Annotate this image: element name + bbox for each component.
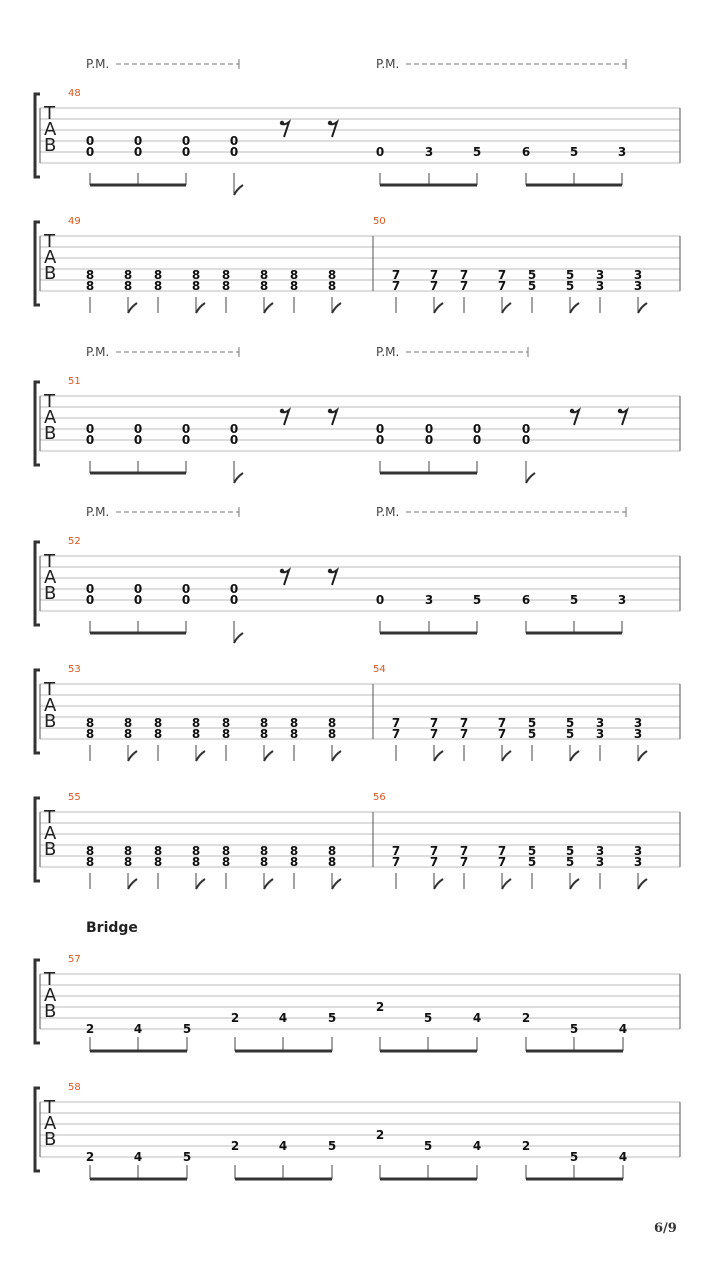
fret-number: 8 (327, 855, 337, 869)
fret-number: 7 (429, 279, 439, 293)
tab-letter-t: T (44, 679, 55, 700)
bar-number: 49 (68, 216, 81, 227)
staff-system (35, 920, 680, 1051)
palm-mute-label: P.M. (376, 505, 400, 519)
note-flag (502, 303, 511, 313)
fret-number: 3 (617, 145, 627, 159)
fret-number: 8 (85, 716, 95, 730)
note-flag (196, 751, 205, 761)
note-flag (128, 751, 137, 761)
fret-number: 3 (595, 279, 605, 293)
fret-number: 5 (565, 855, 575, 869)
fret-number: 4 (472, 1139, 482, 1153)
fret-number: 5 (527, 716, 537, 730)
fret-number: 4 (278, 1011, 288, 1025)
fret-number: 0 (229, 593, 239, 607)
fret-number: 2 (85, 1022, 95, 1036)
palm-mute-label: P.M. (376, 57, 400, 71)
fret-number: 7 (429, 844, 439, 858)
fret-number: 0 (424, 422, 434, 436)
fret-number: 0 (133, 145, 143, 159)
fret-number: 5 (565, 844, 575, 858)
fret-number: 8 (123, 268, 133, 282)
tab-letter-b: B (44, 135, 57, 156)
note-flag (434, 879, 443, 889)
fret-number: 7 (459, 727, 469, 741)
fret-number: 7 (391, 279, 401, 293)
fret-number: 8 (85, 279, 95, 293)
fret-number: 5 (327, 1139, 337, 1153)
fret-number: 8 (289, 716, 299, 730)
tab-letter-b: B (44, 1001, 57, 1022)
fret-number: 0 (85, 433, 95, 447)
fret-number: 0 (181, 134, 191, 148)
fret-number: 0 (424, 433, 434, 447)
fret-number: 2 (230, 1011, 240, 1025)
note-flag (234, 473, 243, 483)
fret-number: 7 (429, 716, 439, 730)
fret-number: 5 (472, 593, 482, 607)
fret-number: 8 (221, 716, 231, 730)
fret-number: 8 (153, 844, 163, 858)
tab-letter-t: T (44, 969, 55, 990)
note-flag (196, 303, 205, 313)
staff-bracket (35, 542, 40, 625)
fret-number: 7 (391, 716, 401, 730)
fret-number: 0 (375, 422, 385, 436)
staff-system (35, 345, 680, 483)
rest-dot (328, 569, 332, 573)
fret-number: 0 (85, 145, 95, 159)
fret-number: 8 (327, 268, 337, 282)
note-flag (234, 633, 243, 643)
fret-number: 7 (429, 855, 439, 869)
fret-number: 8 (289, 727, 299, 741)
fret-number: 5 (527, 279, 537, 293)
fret-number: 4 (278, 1139, 288, 1153)
fret-number: 5 (423, 1011, 433, 1025)
staff-system (35, 216, 680, 313)
fret-number: 5 (569, 1022, 579, 1036)
fret-number: 8 (221, 279, 231, 293)
rest-dot (570, 409, 574, 413)
fret-number: 8 (123, 279, 133, 293)
fret-number: 5 (527, 727, 537, 741)
note-flag (570, 303, 579, 313)
fret-number: 8 (221, 855, 231, 869)
bar-number: 55 (68, 792, 81, 803)
rest-dot (280, 121, 284, 125)
fret-number: 0 (472, 433, 482, 447)
staff-bracket (35, 798, 40, 881)
fret-number: 8 (191, 844, 201, 858)
tab-letter-t: T (44, 103, 55, 124)
tab-letter-a: A (44, 1113, 57, 1134)
fret-number: 8 (153, 279, 163, 293)
bar-number: 56 (373, 792, 386, 803)
fret-number: 0 (133, 134, 143, 148)
fret-number: 4 (133, 1022, 143, 1036)
fret-number: 0 (521, 422, 531, 436)
staff-bracket (35, 222, 40, 305)
tab-letter-a: A (44, 985, 57, 1006)
fret-number: 0 (181, 145, 191, 159)
fret-number: 0 (133, 582, 143, 596)
fret-number: 2 (85, 1150, 95, 1164)
fret-number: 8 (153, 716, 163, 730)
fret-number: 3 (595, 716, 605, 730)
fret-number: 3 (633, 716, 643, 730)
palm-mute-label: P.M. (376, 345, 400, 359)
staff-bracket (35, 382, 40, 465)
note-flag (332, 303, 341, 313)
tab-letter-a: A (44, 247, 57, 268)
rest-dot (280, 409, 284, 413)
bar-number: 51 (68, 376, 81, 387)
fret-number: 0 (375, 593, 385, 607)
fret-number: 7 (497, 279, 507, 293)
fret-number: 0 (229, 582, 239, 596)
note-flag (196, 879, 205, 889)
fret-number: 5 (527, 844, 537, 858)
fret-number: 8 (327, 716, 337, 730)
fret-number: 5 (565, 279, 575, 293)
fret-number: 8 (289, 855, 299, 869)
fret-number: 3 (633, 268, 643, 282)
fret-number: 3 (595, 268, 605, 282)
fret-number: 7 (429, 727, 439, 741)
fret-number: 4 (618, 1022, 628, 1036)
fret-number: 8 (289, 279, 299, 293)
bar-number: 50 (373, 216, 386, 227)
fret-number: 6 (521, 593, 531, 607)
tab-letter-t: T (44, 1097, 55, 1118)
bar-number: 58 (68, 1082, 81, 1093)
fret-number: 8 (327, 279, 337, 293)
fret-number: 7 (497, 727, 507, 741)
fret-number: 8 (259, 844, 269, 858)
fret-number: 0 (472, 422, 482, 436)
tab-letter-b: B (44, 423, 57, 444)
fret-number: 0 (85, 422, 95, 436)
fret-number: 7 (459, 268, 469, 282)
tab-letter-t: T (44, 391, 55, 412)
rest-dot (328, 409, 332, 413)
fret-number: 4 (133, 1150, 143, 1164)
fret-number: 8 (123, 716, 133, 730)
fret-number: 3 (633, 855, 643, 869)
fret-number: 8 (123, 844, 133, 858)
fret-number: 7 (459, 279, 469, 293)
fret-number: 3 (595, 855, 605, 869)
fret-number: 7 (391, 268, 401, 282)
fret-number: 3 (424, 145, 434, 159)
fret-number: 8 (123, 727, 133, 741)
fret-number: 5 (472, 145, 482, 159)
fret-number: 2 (375, 1128, 385, 1142)
fret-number: 8 (85, 268, 95, 282)
fret-number: 3 (595, 844, 605, 858)
fret-number: 5 (527, 855, 537, 869)
tab-letter-b: B (44, 839, 57, 860)
fret-number: 2 (521, 1011, 531, 1025)
fret-number: 8 (191, 716, 201, 730)
fret-number: 8 (191, 855, 201, 869)
fret-number: 3 (595, 727, 605, 741)
tab-letter-a: A (44, 407, 57, 428)
fret-number: 8 (85, 844, 95, 858)
staff-system (35, 664, 680, 761)
fret-number: 7 (497, 716, 507, 730)
tab-letter-t: T (44, 551, 55, 572)
fret-number: 8 (327, 727, 337, 741)
fret-number: 8 (259, 268, 269, 282)
tab-letter-b: B (44, 1129, 57, 1150)
note-flag (128, 303, 137, 313)
tab-letter-b: B (44, 263, 57, 284)
note-flag (502, 751, 511, 761)
fret-number: 8 (289, 844, 299, 858)
fret-number: 7 (497, 844, 507, 858)
fret-number: 7 (459, 844, 469, 858)
fret-number: 8 (191, 268, 201, 282)
fret-number: 2 (375, 1000, 385, 1014)
fret-number: 5 (182, 1022, 192, 1036)
fret-number: 3 (633, 727, 643, 741)
staff-system (35, 57, 680, 195)
fret-number: 8 (327, 844, 337, 858)
fret-number: 4 (618, 1150, 628, 1164)
fret-number: 3 (424, 593, 434, 607)
page-number: 6/9 (654, 1221, 677, 1236)
fret-number: 0 (181, 433, 191, 447)
fret-number: 8 (259, 716, 269, 730)
tab-letter-a: A (44, 695, 57, 716)
fret-number: 8 (153, 727, 163, 741)
fret-number: 7 (391, 844, 401, 858)
fret-number: 7 (459, 716, 469, 730)
note-flag (264, 751, 273, 761)
fret-number: 3 (617, 593, 627, 607)
tab-letter-a: A (44, 567, 57, 588)
fret-number: 8 (221, 727, 231, 741)
fret-number: 0 (229, 134, 239, 148)
tab-letter-a: A (44, 823, 57, 844)
fret-number: 5 (327, 1011, 337, 1025)
fret-number: 8 (221, 844, 231, 858)
note-flag (570, 751, 579, 761)
fret-number: 5 (569, 1150, 579, 1164)
tab-letter-t: T (44, 231, 55, 252)
bar-number: 54 (373, 664, 386, 675)
note-flag (128, 879, 137, 889)
fret-number: 7 (497, 855, 507, 869)
fret-number: 0 (181, 422, 191, 436)
fret-number: 0 (133, 433, 143, 447)
fret-number: 0 (181, 582, 191, 596)
fret-number: 0 (375, 433, 385, 447)
bar-number: 57 (68, 954, 81, 965)
fret-number: 8 (221, 268, 231, 282)
fret-number: 5 (527, 268, 537, 282)
staff-system (35, 792, 680, 889)
fret-number: 8 (153, 268, 163, 282)
note-flag (638, 879, 647, 889)
fret-number: 7 (429, 268, 439, 282)
note-flag (332, 751, 341, 761)
fret-number: 5 (182, 1150, 192, 1164)
fret-number: 8 (259, 855, 269, 869)
section-label: Bridge (86, 920, 138, 936)
fret-number: 5 (569, 593, 579, 607)
fret-number: 6 (521, 145, 531, 159)
fret-number: 2 (521, 1139, 531, 1153)
bar-number: 53 (68, 664, 81, 675)
fret-number: 0 (133, 422, 143, 436)
staff-system (35, 1082, 680, 1179)
fret-number: 8 (289, 268, 299, 282)
fret-number: 0 (133, 593, 143, 607)
staff-bracket (35, 670, 40, 753)
fret-number: 2 (230, 1139, 240, 1153)
fret-number: 8 (153, 855, 163, 869)
fret-number: 8 (85, 727, 95, 741)
note-flag (434, 303, 443, 313)
rest-dot (280, 569, 284, 573)
fret-number: 8 (191, 279, 201, 293)
fret-number: 0 (521, 433, 531, 447)
fret-number: 7 (391, 727, 401, 741)
fret-number: 4 (472, 1011, 482, 1025)
fret-number: 5 (569, 145, 579, 159)
fret-number: 5 (565, 268, 575, 282)
fret-number: 0 (85, 582, 95, 596)
note-flag (332, 879, 341, 889)
palm-mute-label: P.M. (86, 57, 110, 71)
note-flag (638, 303, 647, 313)
tab-letter-t: T (44, 807, 55, 828)
note-flag (638, 751, 647, 761)
fret-number: 3 (633, 844, 643, 858)
staff-bracket (35, 94, 40, 177)
rest-dot (328, 121, 332, 125)
staff-bracket (35, 1088, 40, 1171)
note-flag (264, 303, 273, 313)
note-flag (434, 751, 443, 761)
fret-number: 7 (497, 268, 507, 282)
note-flag (570, 879, 579, 889)
fret-number: 0 (229, 145, 239, 159)
palm-mute-label: P.M. (86, 505, 110, 519)
staff-system (35, 505, 680, 643)
fret-number: 8 (191, 727, 201, 741)
note-flag (502, 879, 511, 889)
fret-number: 8 (85, 855, 95, 869)
fret-number: 5 (565, 716, 575, 730)
rest-dot (618, 409, 622, 413)
fret-number: 0 (375, 145, 385, 159)
fret-number: 0 (181, 593, 191, 607)
fret-number: 5 (565, 727, 575, 741)
fret-number: 0 (229, 433, 239, 447)
tab-letter-b: B (44, 711, 57, 732)
fret-number: 0 (85, 134, 95, 148)
note-flag (234, 185, 243, 195)
fret-number: 7 (391, 855, 401, 869)
bar-number: 48 (68, 88, 81, 99)
bar-number: 52 (68, 536, 81, 547)
fret-number: 0 (229, 422, 239, 436)
fret-number: 7 (459, 855, 469, 869)
fret-number: 5 (423, 1139, 433, 1153)
palm-mute-label: P.M. (86, 345, 110, 359)
fret-number: 8 (123, 855, 133, 869)
fret-number: 0 (85, 593, 95, 607)
note-flag (264, 879, 273, 889)
staff-bracket (35, 960, 40, 1043)
tab-letter-a: A (44, 119, 57, 140)
fret-number: 8 (259, 279, 269, 293)
fret-number: 8 (259, 727, 269, 741)
tab-letter-b: B (44, 583, 57, 604)
fret-number: 3 (633, 279, 643, 293)
note-flag (526, 473, 535, 483)
